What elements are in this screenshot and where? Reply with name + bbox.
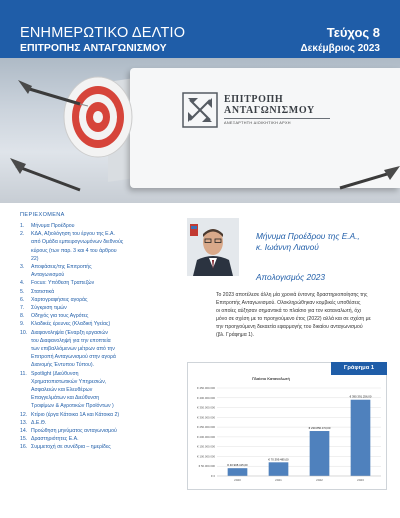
toc-item-line: Δ.Ε.Θ. xyxy=(31,419,47,426)
toc-item-line: Στατιστικά xyxy=(31,288,55,295)
toc-heading: ΠΕΡΙΕΧΟΜΕΝΑ xyxy=(20,212,65,218)
bar xyxy=(228,468,248,476)
y-tick-label: € 400.000.000 xyxy=(197,395,215,400)
toc-item-line: Ανταγωνισμού xyxy=(31,272,65,279)
y-tick-label: € 0 xyxy=(211,474,215,478)
newsletter-title: ΕΝΗΜΕΡΩΤΙΚΟ ΔΕΛΤΙΟ xyxy=(20,25,186,41)
toc-item-label xyxy=(31,419,175,427)
dart-icon-left xyxy=(10,156,90,196)
toc-item-label xyxy=(31,411,175,419)
table-of-contents xyxy=(20,212,175,452)
toc-item-line: Δραστηριότητες Ε.Α. xyxy=(31,436,79,443)
toc-item-line: Οδηγός για τους Αγρότες xyxy=(31,313,89,320)
y-tick-label: € 100.000.000 xyxy=(197,454,215,459)
toc-item-label xyxy=(31,230,175,263)
issue-number: Τεύχος 8 xyxy=(326,25,380,40)
toc-item-label xyxy=(31,320,175,328)
toc-item[interactable] xyxy=(20,312,175,320)
issue-date: Δεκέμβριος 2023 xyxy=(300,43,380,54)
toc-item-label xyxy=(31,263,175,279)
toc-item-number: 15. xyxy=(20,436,28,443)
toc-item-number: 8. xyxy=(20,313,25,320)
toc-item-number: 3. xyxy=(20,264,25,271)
logo-divider xyxy=(224,118,330,119)
toc-item-label xyxy=(31,312,175,320)
toc-item-label xyxy=(31,370,175,411)
newsletter-subtitle: ΕΠΙΤΡΟΠΗΣ ΑΝΤΑΓΩΝΙΣΜΟΥ xyxy=(20,42,167,54)
y-tick-label: € 250.000.000 xyxy=(197,425,215,430)
competition-commission-logo xyxy=(182,92,332,128)
toc-item[interactable] xyxy=(20,419,175,427)
message-body-line: Επιτροπής Ανταγωνισμού. Ολοκληρώθηκαν κομβικές υποθέσεις xyxy=(216,299,361,306)
x-tick-label: 2022 xyxy=(316,478,323,482)
toc-item-line: 22) xyxy=(31,255,39,262)
toc-item-label xyxy=(31,443,175,451)
toc-item[interactable] xyxy=(20,443,175,451)
x-tick-label: 2020 xyxy=(234,478,241,482)
y-tick-label: € 450.000.000 xyxy=(197,386,215,390)
toc-item-label xyxy=(31,427,175,435)
toc-item-line: των επιβαλλόμενων μέτρων από την xyxy=(31,346,115,353)
toc-item-line: του Διαφανοληψή για την εποπτεία xyxy=(31,337,111,344)
toc-item-line: Χαρτογραφήσεις αγοράς xyxy=(31,296,88,303)
hero-image xyxy=(0,58,400,203)
toc-item-number: 7. xyxy=(20,305,25,312)
toc-item-line: Κτίριο (έργα Κάτοικα 1Α και Κάτοικα 2) xyxy=(31,411,120,418)
toc-item-number: 2. xyxy=(20,231,25,238)
toc-item-line: Σύγκριση τιμών xyxy=(31,305,67,312)
logo-name-line2: ΑΝΤΑΓΩΝΙΣΜΟΥ xyxy=(224,105,315,116)
chart-title: Πλαίσιο Καταναλωτή xyxy=(252,377,290,381)
toc-item-number: 13. xyxy=(20,419,28,426)
message-body-line: μόνο σε σχέση με το προηγούμενο έτος (2022) αλλά και σε σχέση με xyxy=(216,315,371,322)
toc-list xyxy=(20,222,175,452)
toc-item[interactable] xyxy=(20,427,175,435)
toc-item-number: 12. xyxy=(20,411,28,418)
toc-item-label xyxy=(31,288,175,296)
toc-item-line: ΚΔΑ, Αξιολόγηση του έργου της Ε.Α. xyxy=(31,231,115,238)
message-body-line: Το 2023 αποτέλεσε άλλη μία χρονιά έντονης δραστηριοποίησης της xyxy=(216,292,368,298)
data-label: € 390.391.256,00 xyxy=(349,394,372,399)
toc-item-line: Αποφάσεις/της Επιτροπής xyxy=(31,264,92,271)
message-body-line: την προηγούμενη δεκαετία εφαρμογής του δικαίου ανταγωνισμού xyxy=(216,323,363,330)
y-tick-label: € 150.000.000 xyxy=(197,444,215,449)
toc-item-number: 10. xyxy=(20,329,28,336)
toc-item-label xyxy=(31,279,175,287)
message-body-line: οι οποίες αύξησαν σημαντικά το πλαίσιο για τον καταναλωτή, όχι xyxy=(216,307,361,314)
toc-item-label xyxy=(31,435,175,443)
header-banner xyxy=(0,0,400,58)
toc-item[interactable] xyxy=(20,411,175,419)
toc-item[interactable] xyxy=(20,222,175,230)
data-label: € 40.908.415,00 xyxy=(227,463,248,468)
x-tick-label: 2023 xyxy=(357,478,364,482)
portrait-image xyxy=(187,218,239,276)
bar xyxy=(351,400,371,476)
toc-item[interactable] xyxy=(20,320,175,328)
toc-item-number: 4. xyxy=(20,280,25,287)
bar xyxy=(269,462,289,476)
toc-item-line: Επιτροπή Ανταγωνισμού στην αγορά xyxy=(31,354,116,361)
dart-icon-right xyxy=(338,166,400,196)
toc-item-number: 14. xyxy=(20,428,28,435)
dart-icon xyxy=(18,80,88,110)
toc-item-line: Συμμετοχή σε συνέδρια – ημερίδες xyxy=(31,444,111,451)
toc-item[interactable] xyxy=(20,288,175,296)
message-body xyxy=(216,292,388,339)
logo-arrows-icon xyxy=(182,92,218,128)
toc-item-number: 5. xyxy=(20,288,25,295)
toc-item[interactable] xyxy=(20,279,175,287)
toc-item-line: Κλαδικές έρευνες (Κλαδική Υγείας) xyxy=(31,321,111,328)
toc-item[interactable] xyxy=(20,296,175,304)
x-tick-label: 2021 xyxy=(275,478,282,482)
data-label: € 230.850.473,00 xyxy=(308,426,331,431)
toc-item-line: Τροφίμων & Αγροτικών Προϊόντων ) xyxy=(31,403,114,410)
message-title: Μήνυμα Προέδρου της Ε.Α., xyxy=(256,231,360,241)
toc-item[interactable] xyxy=(20,435,175,443)
message-body-line: (βλ. Γράφημα 1). xyxy=(216,331,255,338)
toc-item-line: Προώθηση μηνύματος ανταγωνισμού xyxy=(31,428,117,435)
toc-item-line: Ασφαλειών και Ελευθέρων xyxy=(31,387,93,394)
toc-item[interactable] xyxy=(20,304,175,312)
y-tick-label: € 50.000.000 xyxy=(198,464,215,469)
toc-item-number: 6. xyxy=(20,296,25,303)
toc-item-number: 16. xyxy=(20,444,28,451)
y-tick-label: € 300.000.000 xyxy=(197,415,215,420)
logo-name-line1: ΕΠΙΤΡΟΠΗ xyxy=(224,94,284,105)
president-photo xyxy=(187,218,239,276)
toc-item-line: κύρους (των παρ. 3 και 4 του άρθρου xyxy=(31,247,117,254)
toc-item-line: Focus: Υπόθεση Τραπεζών xyxy=(31,280,95,287)
message-author: κ. Ιωάννη Λιανού xyxy=(256,242,319,252)
y-tick-label: € 350.000.000 xyxy=(197,405,215,410)
toc-item-line: Spotlight (Διεύθυνση xyxy=(31,370,79,377)
bar-chart xyxy=(187,384,387,488)
message-subtitle: Απολογισμός 2023 xyxy=(256,272,325,282)
toc-item[interactable] xyxy=(20,230,175,263)
data-label: € 70.399.485,00 xyxy=(268,457,289,462)
toc-item-label xyxy=(31,222,175,230)
toc-item-number: 9. xyxy=(20,321,25,328)
toc-item-number: 1. xyxy=(20,223,25,229)
toc-item[interactable] xyxy=(20,263,175,279)
toc-item-number: 11. xyxy=(20,370,27,377)
y-tick-label: € 200.000.000 xyxy=(197,434,215,439)
toc-item[interactable] xyxy=(20,370,175,411)
toc-item-line: Διαφανοληψία (Έναρξη εργασιών xyxy=(31,329,108,336)
logo-tagline: ΑΝΕΞΑΡΤΗΤΗ ΔΙΟΙΚΗΤΙΚΗ ΑΡΧΗ xyxy=(224,121,291,125)
bar xyxy=(310,431,330,476)
toc-item[interactable] xyxy=(20,329,175,370)
toc-item-line: Μήνυμα Προέδρου xyxy=(31,223,75,229)
chart-label: Γράφημα 1 xyxy=(331,362,387,375)
toc-item-line: Επαγγελμάτων και Διεύθυνση xyxy=(31,395,100,402)
toc-item-line: από Ομάδα εμπειρογνωμόνων διεθνούς xyxy=(31,239,124,246)
toc-item-line: Χρηματοπιστωτικών Υπηρεσιών, xyxy=(31,378,107,385)
toc-item-line: Διανομής Έντυπου Τύπου). xyxy=(31,362,94,369)
toc-item-label xyxy=(31,296,175,304)
toc-item-label xyxy=(31,329,175,370)
toc-item-label xyxy=(31,304,175,312)
